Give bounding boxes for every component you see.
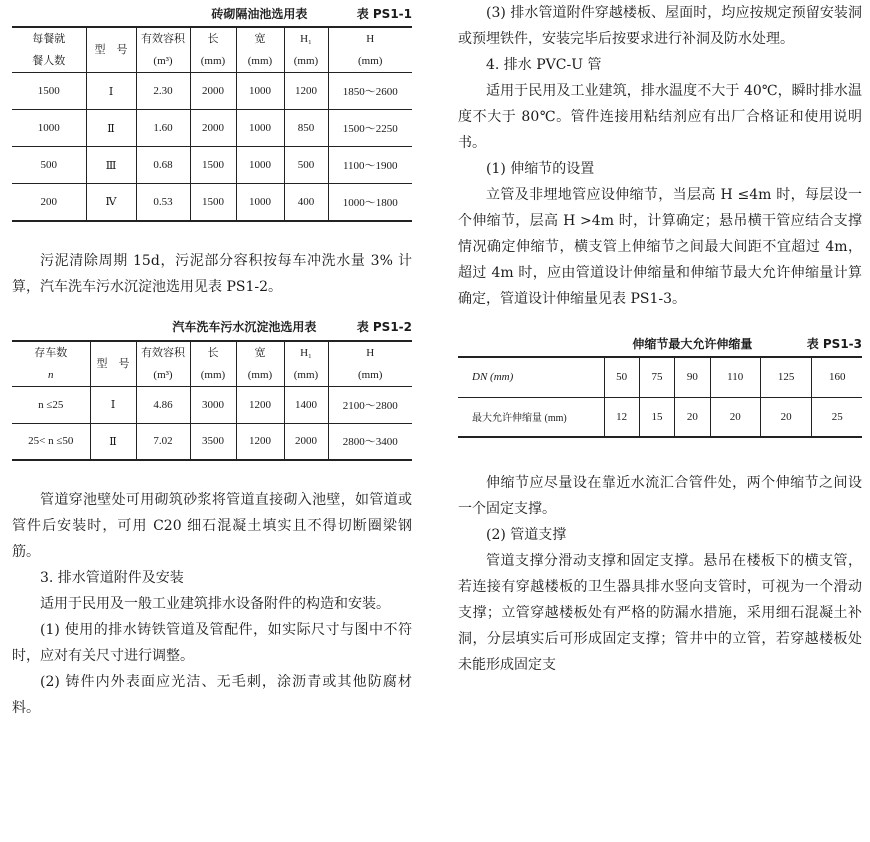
paragraph: 管道穿池壁处可用砌筑砂浆将管道直接砌入池壁，如管道或管件后安装时，可用 C20 细石混凝土填实且不得切断圈梁钢筋。 [12,492,412,560]
header-cell: 有效容积 [136,341,190,364]
table-row [12,147,412,184]
table-row [12,73,412,110]
header-cell: (mm) [236,364,284,387]
table-code: 表 PS1-2 [356,320,412,334]
table-cell: n ≤25 [12,386,90,423]
table-cell: 2000 [190,73,236,110]
table-row [12,110,412,147]
table-ps1-1-caption [12,0,412,26]
table-ps1-2 [12,340,412,462]
table-cell: 125 [760,357,812,397]
paragraph: 适用于民用及工业建筑，排水温度不大于 40℃，瞬时排水温度不大于 80℃。管件连接用粘结剂应有出厂合格证和使用说明书。 [458,83,862,151]
table-cell: Ⅳ [86,184,136,221]
table-cell: 160 [812,357,862,397]
table-cell: 25< n ≤50 [12,423,90,460]
header-cell: H₁ [284,27,328,50]
table-row [12,386,412,423]
table-cell: 7.02 [136,423,190,460]
header-cell: 型 号 [90,341,136,387]
header-cell: H₁ [284,341,328,364]
table-row [458,357,862,397]
paragraph: (1) 使用的排水铸铁管道及管配件，如实际尺寸与图中不符时，应对有关尺寸进行调整。 [12,622,412,664]
table-cell: Ⅲ [86,147,136,184]
table-cell: 2000 [190,110,236,147]
table-cell: Ⅱ [86,110,136,147]
header-cell: (mm) [328,50,412,73]
table-header-row [12,341,412,364]
paragraph: 立管及非埋地管应设伸缩节，当层高 H ≤4m 时，每层设一个伸缩节，层高 H >4m 时，计算确定；悬吊横干管应结合支撑情况确定伸缩节，横支管上伸缩节之间最大间距不宜超过 4m，超过 4m 时，应由管道设计伸缩量和伸缩节最大允许伸缩量计算确定，管道设计伸缩量见表 PS1-3。 [458,187,862,307]
table-cell: 1850～2600 [328,73,412,110]
table-header-row [12,50,412,73]
table-cell: 200 [12,184,86,221]
header-cell: 长 [190,341,236,364]
table-cell: 1200 [284,73,328,110]
table-cell: 3000 [190,386,236,423]
header-cell: 长 [190,27,236,50]
table-cell: 75 [639,357,674,397]
left-column [12,0,412,721]
table-header-row [12,27,412,50]
subsection-heading: (2) 管道支撑 [486,527,567,543]
section-heading: 3. 排水管道附件及安装 [40,570,184,586]
table-title: 汽车洗车污水沉淀池选用表 [172,320,317,334]
table-cell: 1500 [190,147,236,184]
header-cell: (mm) [190,50,236,73]
table-cell: 1000 [236,184,284,221]
table-header-row [12,364,412,387]
paragraph: 污泥清除周期 15d，污泥部分容积按每车冲洗水量 3% 计算，汽车洗车污水沉淀池选用见表 PS1-2。 [12,252,412,295]
table-cell: 500 [284,147,328,184]
table-cell: 110 [710,357,760,397]
table-cell: 1000 [236,147,284,184]
right-column [458,0,862,678]
header-cell: (mm) [190,364,236,387]
table-cell: 1100～1900 [328,147,412,184]
paragraph: (3) 排水管道附件穿越楼板、屋面时，均应按规定预留安装洞或预埋铁件，安装完毕后按要求进行补洞及防水处理。 [458,5,862,47]
header-cell: (mm) [284,50,328,73]
header-cell: H [328,341,412,364]
table-cell: 1000 [12,110,86,147]
table-cell: Ⅰ [90,386,136,423]
table-ps1-3-caption [458,330,862,356]
table-row [12,184,412,221]
subsection-heading: (1) 伸缩节的设置 [486,161,595,177]
section-heading: 4. 排水 PVC-U 管 [486,57,602,73]
table-title: 砖砌隔油池选用表 [211,6,308,21]
table-cell: 25 [812,397,862,437]
table-ps1-1 [12,26,412,222]
row-label: DN (mm) [458,357,604,397]
table-cell: 1500 [12,73,86,110]
table-cell: 0.68 [136,147,190,184]
table-cell: Ⅰ [86,73,136,110]
header-cell: (mm) [284,364,328,387]
table-cell: 20 [675,397,710,437]
table-cell: 1000～1800 [328,184,412,221]
row-label: 最大允许伸缩量 (mm) [458,397,604,437]
table-cell: 20 [760,397,812,437]
header-cell: 宽 [236,341,284,364]
table-ps1-2-caption [12,314,412,340]
header-cell: 每餐就 [12,27,86,50]
table-cell: 20 [710,397,760,437]
header-cell: (m³) [136,50,190,73]
table-code: 表 PS1-3 [806,336,862,351]
table-cell: Ⅱ [90,423,136,460]
table-cell: 0.53 [136,184,190,221]
paragraph: 管道支撑分滑动支撑和固定支撑。悬吊在楼板下的横支管，若连接有穿越楼板的卫生器具排水竖向支管时，可视为一个滑动支撑；立管穿越楼板处有严格的防漏水措施，采用细石混凝土补洞，分层填实后可形成固定支撑；管井中的立管，若穿越楼板处未能形成固定支 [458,553,862,673]
table-cell: 1200 [236,423,284,460]
table-cell: 1400 [284,386,328,423]
table-cell: 1200 [236,386,284,423]
header-cell: 型 号 [86,27,136,73]
table-cell: 50 [604,357,639,397]
header-cell: 宽 [236,27,284,50]
table-cell: 1.60 [136,110,190,147]
table-row [458,397,862,437]
header-cell: n [12,364,90,387]
table-cell: 400 [284,184,328,221]
header-cell: (mm) [328,364,412,387]
header-cell: 餐人数 [12,50,86,73]
paragraph: (2) 铸件内外表面应光洁、无毛刺，涂沥青或其他防腐材料。 [12,674,412,716]
table-cell: 4.86 [136,386,190,423]
header-cell: H [328,27,412,50]
table-cell: 2.30 [136,73,190,110]
table-cell: 1500 [190,184,236,221]
table-cell: 1000 [236,73,284,110]
header-cell: 存车数 [12,341,90,364]
table-cell: 2100～2800 [328,386,412,423]
table-cell: 15 [639,397,674,437]
table-code: 表 PS1-1 [356,6,412,21]
header-cell: (mm) [236,50,284,73]
table-cell: 500 [12,147,86,184]
table-cell: 12 [604,397,639,437]
table-cell: 90 [675,357,710,397]
table-title: 伸缩节最大允许伸缩量 [632,336,753,351]
paragraph: 适用于民用及一般工业建筑排水设备附件的构造和安装。 [40,596,390,612]
table-cell: 1000 [236,110,284,147]
table-cell: 850 [284,110,328,147]
header-cell: (m³) [136,364,190,387]
table-ps1-3 [458,356,862,438]
paragraph: 伸缩节应尽量设在靠近水流汇合管件处，两个伸缩节之间设一个固定支撑。 [458,475,862,517]
table-cell: 2800～3400 [328,423,412,460]
table-cell: 3500 [190,423,236,460]
table-row [12,423,412,460]
header-cell: 有效容积 [136,27,190,50]
table-cell: 1500～2250 [328,110,412,147]
table-cell: 2000 [284,423,328,460]
